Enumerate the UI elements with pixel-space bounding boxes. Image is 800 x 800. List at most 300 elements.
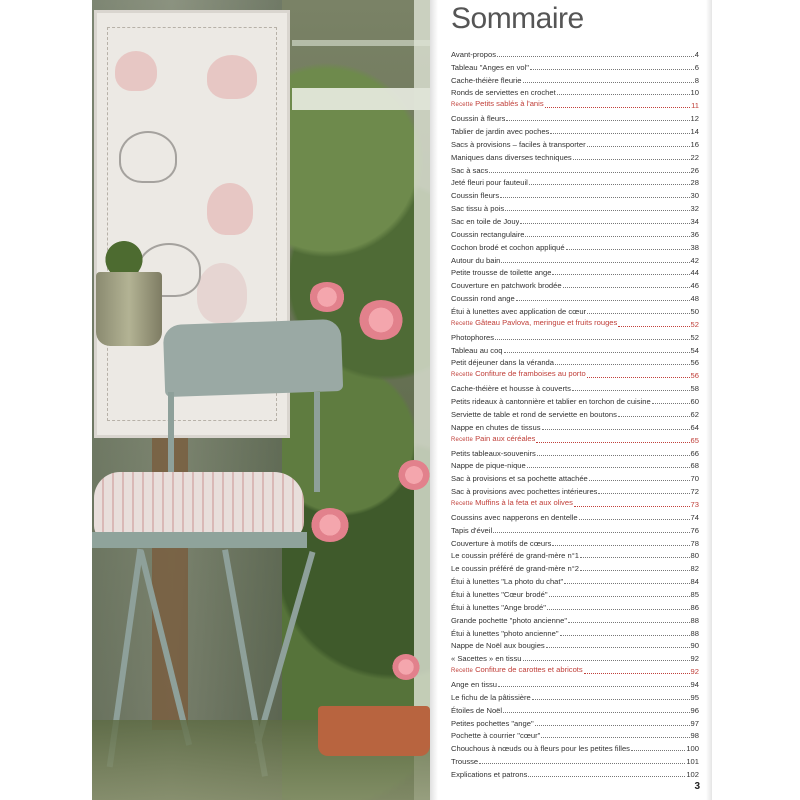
toc-leader-dots: [564, 583, 689, 584]
toc-entry-label: [451, 770, 527, 779]
terracotta-pot: [318, 706, 430, 756]
toc-entry-title: Tapis d'éveil: [451, 525, 493, 535]
toc-leader-dots: [549, 596, 690, 597]
toc-entry-title: Petit déjeuner dans la véranda: [451, 358, 555, 368]
toc-leader-dots: [563, 287, 690, 288]
toc-leader-dots: [516, 300, 690, 301]
toc-entry-page: 56: [690, 371, 699, 381]
page-edge: [706, 0, 712, 800]
toc-leader-dots: [573, 159, 690, 160]
toc-entry-title: Explications et patrons: [451, 769, 528, 779]
foliage: [282, 0, 430, 800]
geranium-flower-icon: [358, 300, 404, 340]
toc-entry-title: Trousse: [451, 757, 479, 767]
toc-entry-page: 16: [690, 139, 699, 149]
toc-entry-prefix: Recette: [451, 102, 474, 109]
toc-entry-page: 14: [690, 127, 699, 137]
toc-leader-dots: [528, 776, 685, 777]
toc-entry-label: [451, 369, 586, 380]
toc-entry-page: 97: [690, 718, 699, 728]
toc-entry-page: 36: [690, 229, 699, 239]
toc-entry-prefix: Recette: [451, 320, 474, 327]
toc-entry-page: 90: [690, 641, 699, 651]
toc-entry-page: 80: [690, 551, 699, 561]
toc-entry: [451, 625, 699, 638]
toc-entry-page: 64: [690, 422, 699, 432]
toc-entry-label: [451, 719, 534, 728]
toc-leader-dots: [587, 146, 690, 147]
toc-entry-title: Cochon brodé et cochon appliqué: [451, 242, 565, 252]
toc-leader-dots: [529, 184, 690, 185]
toc-entry-title: Étoiles de Noël: [451, 705, 503, 715]
toc-entry-label: [451, 539, 551, 548]
toc-leader-dots: [530, 69, 694, 70]
toc-entry-title: Pochette à courrier "cœur": [451, 731, 541, 741]
toc-leader-dots: [506, 120, 689, 121]
toc-entry: [451, 766, 699, 779]
toc-entry-label: [451, 680, 497, 689]
toc-entry: [451, 419, 699, 432]
table-of-contents: [451, 46, 699, 779]
toc-entry: [451, 483, 699, 496]
geranium-flower-icon: [308, 282, 346, 312]
toc-entry: [451, 175, 699, 188]
toc-leader-dots: [552, 274, 689, 275]
toc-entry-label: [451, 654, 522, 663]
toc-entry-label: [451, 461, 526, 470]
toc-entry-label: [451, 307, 586, 316]
toc-leader-dots: [542, 429, 690, 430]
toc-leader-dots: [589, 480, 690, 481]
toc-leader-dots: [503, 712, 689, 713]
book-spread: [92, 0, 712, 800]
toc-entry: [451, 85, 699, 98]
toc-entry-label: [451, 757, 478, 766]
toc-entry-label: [451, 434, 535, 445]
toc-entry-label: [451, 498, 573, 509]
toc-leader-dots: [525, 236, 689, 237]
toc-leader-dots: [587, 377, 690, 378]
toc-entry: [451, 380, 699, 393]
toc-entry-page: 74: [690, 512, 699, 522]
toc-leader-dots: [574, 506, 690, 507]
toc-leader-dots: [505, 210, 689, 211]
toc-entry-recipe: [451, 432, 699, 445]
toc-entry-label: [451, 50, 496, 59]
garden-photo: [92, 0, 430, 800]
angel-applique-icon: [207, 55, 257, 99]
toc-leader-dots: [537, 455, 690, 456]
window-frame-top: [292, 40, 430, 46]
toc-entry-title: Nappe en chutes de tissus: [451, 422, 541, 432]
toc-entry-label: [451, 88, 556, 97]
hanging-plant-pot: [96, 272, 162, 346]
toc-entry-title: Grande pochette "photo ancienne": [451, 615, 568, 625]
toc-entry-label: [451, 76, 522, 85]
toc-entry-title: Nappe de pique-nique: [451, 461, 526, 471]
toc-entry-label: [451, 191, 499, 200]
toc-entry-label: [451, 564, 579, 573]
toc-leader-dots: [580, 557, 690, 558]
toc-entry-title: Sac tissu à pois: [451, 204, 505, 214]
toc-entry-page: 65: [690, 435, 699, 445]
toc-entry-label: [451, 178, 528, 187]
toc-entry: [451, 213, 699, 226]
toc-entry: [451, 509, 699, 522]
toc-entry: [451, 72, 699, 85]
toc-entry-label: [451, 114, 505, 123]
toc-leader-dots: [489, 172, 689, 173]
toc-entry: [451, 740, 699, 753]
angel-applique-icon: [119, 131, 177, 183]
toc-entry-label: [451, 166, 488, 175]
angel-applique-icon: [115, 51, 157, 91]
toc-entry-label: [451, 641, 545, 650]
toc-entry-title: Serviette de table et rond de serviette en boutons: [451, 409, 617, 419]
toc-entry: [451, 239, 699, 252]
toc-entry: [451, 110, 699, 123]
toc-entry-page: 10: [690, 88, 699, 98]
toc-entry-label: [451, 629, 559, 638]
toc-leader-dots: [618, 326, 689, 327]
toc-entry: [451, 342, 699, 355]
chair-seat: [92, 532, 307, 548]
chair-leg: [314, 392, 320, 492]
toc-entry-label: [451, 616, 567, 625]
toc-entry: [451, 560, 699, 573]
toc-entry: [451, 136, 699, 149]
toc-entry-title: Étui à lunettes "La photo du chat": [451, 577, 564, 587]
toc-entry: [451, 728, 699, 741]
toc-entry: [451, 599, 699, 612]
toc-entry-page: 73: [690, 499, 699, 509]
toc-leader-dots: [555, 364, 690, 365]
toc-leader-dots: [547, 609, 690, 610]
toc-entry-title: Ronds de serviettes en crochet: [451, 88, 556, 98]
toc-entry: [451, 355, 699, 368]
toc-entry-page: 54: [690, 345, 699, 355]
toc-entry-title: Petits sablés à l'anis: [475, 99, 544, 109]
toc-entry-label: [451, 294, 515, 303]
toc-entry-label: [451, 281, 562, 290]
toc-entry-label: [451, 603, 546, 612]
toc-entry-recipe: [451, 496, 699, 509]
toc-entry: [451, 676, 699, 689]
toc-entry-title: Étui à lunettes "Cœur brodé": [451, 589, 548, 599]
toc-entry-recipe: [451, 316, 699, 329]
toc-entry: [451, 573, 699, 586]
toc-entry-title: Étui à lunettes "photo ancienne": [451, 628, 559, 638]
angel-applique-icon: [207, 183, 253, 235]
toc-entry: [451, 548, 699, 561]
toc-entry-page: 86: [690, 602, 699, 612]
toc-entry-page: 98: [690, 731, 699, 741]
toc-entry-title: Gâteau Pavlova, meringue et fruits rouges: [475, 317, 618, 327]
toc-leader-dots: [552, 545, 689, 546]
toc-entry-page: 8: [694, 75, 699, 85]
toc-entry-label: [451, 243, 565, 252]
toc-entry-label: [451, 577, 563, 586]
toc-entry: [451, 265, 699, 278]
toc-entry: [451, 393, 699, 406]
toc-entry-page: 38: [690, 242, 699, 252]
toc-leader-dots: [498, 686, 690, 687]
toc-entry: [451, 535, 699, 548]
toc-entry-title: Tableau au coq: [451, 345, 503, 355]
toc-entry-title: Ange en tissu: [451, 679, 498, 689]
toc-entry-title: Pain aux céréales: [475, 433, 536, 443]
toc-entry-title: Nappe de Noël aux bougies: [451, 641, 545, 651]
toc-entry-page: 102: [686, 769, 699, 779]
toc-entry-title: Étui à lunettes avec application de cœur: [451, 307, 587, 317]
toc-entry-title: Coussins avec napperons en dentelle: [451, 512, 578, 522]
toc-entry-page: 88: [690, 628, 699, 638]
toc-entry-label: [451, 590, 548, 599]
toc-entry-title: Sac en toile de Jouy: [451, 217, 520, 227]
toc-entry-label: [451, 706, 502, 715]
toc-entry-prefix: Recette: [451, 372, 474, 379]
toc-entry-label: [451, 63, 529, 72]
toc-entry-label: [451, 127, 549, 136]
page-title: Sommaire: [451, 2, 584, 35]
toc-leader-dots: [598, 493, 689, 494]
gutter-shadow: [430, 0, 438, 800]
toc-entry-page: 88: [690, 615, 699, 625]
toc-entry-page: 6: [694, 62, 699, 72]
toc-leader-dots: [520, 223, 689, 224]
toc-entry-page: 12: [690, 114, 699, 124]
toc-entry: [451, 470, 699, 483]
toc-leader-dots: [566, 249, 690, 250]
toc-leader-dots: [618, 416, 690, 417]
toc-leader-dots: [541, 737, 689, 738]
toc-entry-page: 28: [690, 178, 699, 188]
toc-entry: [451, 200, 699, 213]
toc-entry-page: 30: [690, 191, 699, 201]
toc-entry: [451, 303, 699, 316]
toc-entry-title: Avant-propos: [451, 49, 497, 59]
toc-entry-title: Cache-théière et housse à couverts: [451, 384, 571, 394]
toc-leader-dots: [652, 403, 690, 404]
toc-entry-page: 78: [690, 538, 699, 548]
chair-backrest: [163, 319, 343, 397]
toc-leader-dots: [579, 519, 690, 520]
toc-entry-label: [451, 318, 617, 329]
toc-entry-label: [451, 153, 572, 162]
toc-entry-title: Coussin rond ange: [451, 294, 515, 304]
toc-entry: [451, 329, 699, 342]
toc-entry-page: 68: [690, 461, 699, 471]
toc-entry-title: Tableau "Anges en vol": [451, 62, 530, 72]
toc-entry-page: 26: [690, 165, 699, 175]
toc-entry: [451, 277, 699, 290]
toc-entry-title: Coussin rectangulaire: [451, 229, 525, 239]
toc-entry-page: 52: [690, 332, 699, 342]
toc-leader-dots: [501, 262, 689, 263]
toc-entry: [451, 46, 699, 59]
toc-entry: [451, 406, 699, 419]
toc-entry-prefix: Recette: [451, 668, 474, 675]
toc-entry-page: 94: [690, 679, 699, 689]
toc-entry-title: Le fichu de la pâtissière: [451, 692, 531, 702]
toc-leader-dots: [557, 94, 690, 95]
toc-entry-label: [451, 397, 651, 406]
window-frame-post: [414, 0, 430, 800]
toc-entry-recipe: [451, 97, 699, 110]
toc-entry-page: 66: [690, 448, 699, 458]
toc-entry-page: 100: [686, 744, 699, 754]
toc-entry: [451, 638, 699, 651]
toc-entry-label: [451, 423, 541, 432]
toc-entry-title: Autour du bain: [451, 255, 501, 265]
toc-entry-prefix: Recette: [451, 436, 474, 443]
toc-entry-label: [451, 268, 551, 277]
toc-entry: [451, 650, 699, 663]
toc-entry-title: Chouchous à nœuds ou à fleurs pour les petites filles: [451, 744, 630, 754]
toc-entry-label: [451, 513, 578, 522]
toc-entry-page: 92: [690, 654, 699, 664]
toc-leader-dots: [572, 390, 690, 391]
toc-entry-page: 11: [691, 101, 699, 111]
toc-entry: [451, 689, 699, 702]
toc-entry-page: 4: [694, 49, 699, 59]
toc-entry-label: [451, 731, 540, 740]
toc-leader-dots: [631, 750, 685, 751]
toc-entry-title: Tablier de jardin avec poches: [451, 127, 550, 137]
toc-entry-title: Sacs à provisions – faciles à transporter: [451, 139, 586, 149]
toc-entry-title: Coussin fleurs: [451, 191, 500, 201]
toc-entry: [451, 149, 699, 162]
toc-entry-page: 85: [690, 589, 699, 599]
toc-entry-label: [451, 665, 583, 676]
angel-applique-icon: [197, 263, 247, 323]
toc-entry-label: [451, 346, 503, 355]
toc-entry: [451, 290, 699, 303]
toc-entry-title: Sac à sacs: [451, 165, 489, 175]
toc-entry-title: Confiture de carottes et abricots: [475, 665, 583, 675]
toc-entry-page: 44: [690, 268, 699, 278]
toc-entry-page: 95: [690, 692, 699, 702]
floral-cushion: [94, 472, 304, 540]
toc-entry: [451, 59, 699, 72]
contents-page: [430, 0, 712, 800]
toc-entry-page: 70: [690, 474, 699, 484]
toc-entry-title: Petites pochettes "ange": [451, 718, 534, 728]
toc-leader-dots: [500, 197, 689, 198]
toc-entry-label: [451, 99, 544, 110]
toc-entry: [451, 187, 699, 200]
toc-entry-title: Maniques dans diverses techniques: [451, 152, 572, 162]
toc-entry-label: [451, 230, 524, 239]
toc-entry-page: 58: [690, 384, 699, 394]
toc-entry-label: [451, 256, 500, 265]
toc-entry-page: 72: [690, 487, 699, 497]
toc-entry-title: Petits tableaux-souvenirs: [451, 448, 536, 458]
toc-leader-dots: [493, 532, 689, 533]
toc-leader-dots: [550, 133, 689, 134]
toc-leader-dots: [532, 699, 690, 700]
toc-entry-label: [451, 204, 504, 213]
toc-entry-page: 82: [690, 564, 699, 574]
geranium-flower-icon: [398, 460, 430, 490]
toc-entry-prefix: Recette: [451, 500, 474, 507]
toc-entry: [451, 445, 699, 458]
toc-entry-page: 42: [690, 255, 699, 265]
toc-entry: [451, 123, 699, 136]
toc-entry: [451, 226, 699, 239]
toc-entry-title: Couverture à motifs de cœurs: [451, 538, 552, 548]
toc-entry-label: [451, 358, 554, 367]
toc-entry: [451, 458, 699, 471]
toc-entry-label: [451, 487, 597, 496]
toc-entry-page: 52: [690, 319, 699, 329]
toc-entry-page: 56: [690, 358, 699, 368]
window-frame-rail: [292, 88, 430, 110]
page-number: 3: [694, 781, 700, 792]
toc-entry: [451, 715, 699, 728]
toc-entry: [451, 753, 699, 766]
toc-leader-dots: [584, 673, 690, 674]
toc-entry-title: Sac à provisions et sa pochette attachée: [451, 474, 588, 484]
toc-leader-dots: [479, 763, 685, 764]
toc-entry-label: [451, 744, 630, 753]
toc-entry-page: 48: [690, 294, 699, 304]
toc-entry: [451, 162, 699, 175]
toc-entry-label: [451, 551, 579, 560]
toc-leader-dots: [495, 339, 689, 340]
toc-entry-label: [451, 526, 492, 535]
toc-leader-dots: [504, 352, 690, 353]
toc-leader-dots: [546, 647, 690, 648]
geranium-flower-icon: [310, 508, 350, 542]
toc-entry-title: « Sacettes » en tissu: [451, 654, 522, 664]
toc-leader-dots: [587, 313, 689, 314]
toc-entry-title: Muffins à la feta et aux olives: [475, 497, 573, 507]
toc-leader-dots: [523, 82, 694, 83]
toc-leader-dots: [568, 622, 690, 623]
toc-entry-label: [451, 410, 617, 419]
toc-entry-title: Étui à lunettes "Ange brodé": [451, 602, 546, 612]
toc-entry: [451, 586, 699, 599]
toc-entry-recipe: [451, 367, 699, 380]
toc-entry-title: Cache-théière fleurie: [451, 75, 522, 85]
toc-entry-label: [451, 449, 536, 458]
toc-entry: [451, 702, 699, 715]
toc-leader-dots: [545, 107, 690, 108]
toc-entry-page: 76: [690, 525, 699, 535]
toc-leader-dots: [536, 442, 689, 443]
toc-entry-page: 96: [690, 705, 699, 715]
toc-entry-page: 46: [690, 281, 699, 291]
toc-entry-title: Coussin à fleurs: [451, 114, 506, 124]
toc-entry-title: Couverture en patchwork brodée: [451, 281, 562, 291]
toc-leader-dots: [497, 56, 694, 57]
toc-entry-label: [451, 693, 531, 702]
toc-entry-page: 92: [690, 667, 699, 677]
toc-leader-dots: [523, 660, 690, 661]
geranium-flower-icon: [392, 654, 420, 680]
toc-entry-page: 62: [690, 409, 699, 419]
toc-entry-title: Petits rideaux à cantonnière et tablier en torchon de cuisine: [451, 397, 651, 407]
toc-entry-page: 60: [690, 397, 699, 407]
toc-entry-label: [451, 140, 586, 149]
toc-entry-recipe: [451, 663, 699, 676]
toc-entry-page: 84: [690, 577, 699, 587]
toc-leader-dots: [527, 467, 690, 468]
toc-entry-title: Sac à provisions avec pochettes intérieures: [451, 487, 598, 497]
toc-leader-dots: [580, 570, 690, 571]
toc-entry-title: Photophores: [451, 332, 495, 342]
